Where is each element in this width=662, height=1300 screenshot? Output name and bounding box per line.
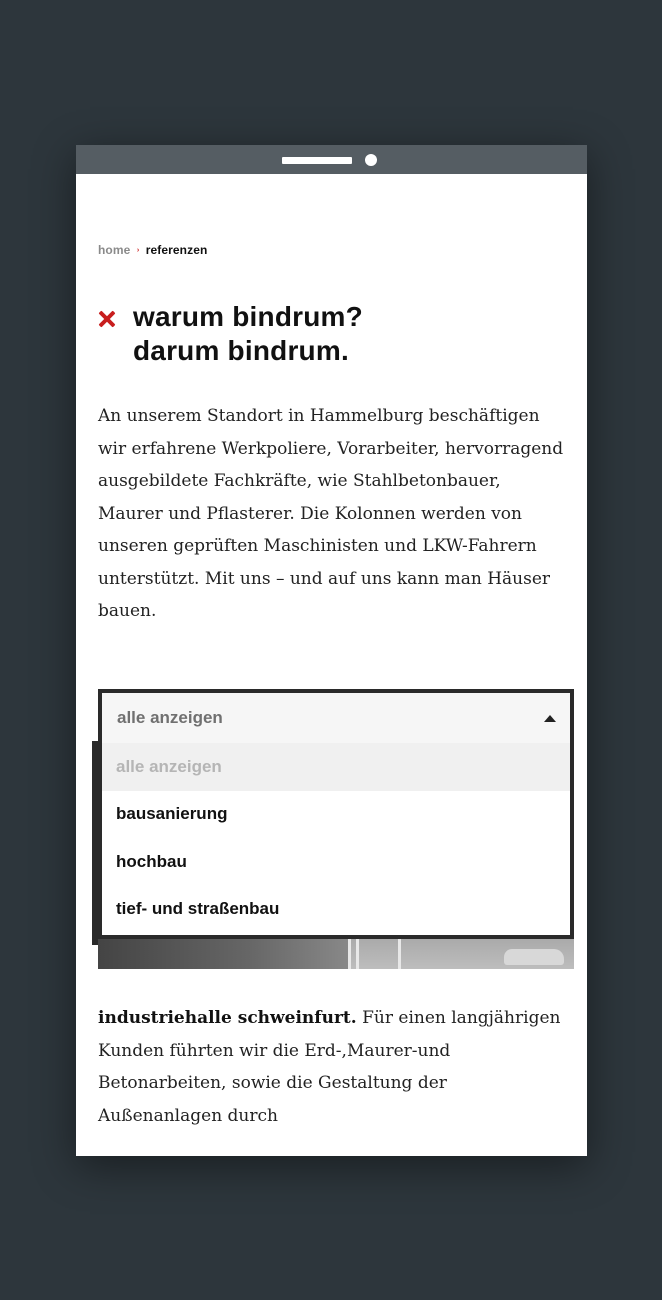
dropdown-option-hochbau[interactable]: hochbau [116, 851, 187, 871]
dropdown-option-tief-und-strassenbau[interactable]: tief- und straßenbau [116, 899, 280, 919]
page-title-line2: darum bindrum. [133, 335, 349, 366]
dropdown-header[interactable] [102, 693, 570, 743]
dropdown-option-alle-anzeigen[interactable]: alle anzeigen [102, 743, 570, 791]
speaker-icon [282, 157, 352, 164]
breadcrumb [98, 243, 207, 257]
page-heading [96, 300, 363, 368]
intro-text: An unserem Standort in Hammelburg beschäftigen wir erfahrene Werkpoliere, Vorarbeiter, hervorragend ausgebildete Fachkräfte, wie Stahlbetonbauer, Maurer und Pflasterer. Die Kolonnen werden von unseren geprüften Maschinisten und LKW-Fahrern unterstützt. Mit uns – und auf uns kann man Häuser bauen. [98, 406, 564, 621]
breadcrumb-separator-icon: › [136, 247, 140, 255]
category-filter-dropdown[interactable] [98, 689, 574, 939]
reference-text: Für einen langjährigen Kunden führten wir die Erd-,Maurer-und Betonarbeiten, sowie die Gestaltung der Außenanlagen durch [98, 1008, 561, 1126]
breadcrumb-current: referenzen [145, 243, 208, 257]
reference-description [98, 1002, 568, 1132]
camera-icon [365, 154, 377, 166]
reference-title[interactable]: industriehalle schweinfurt. [98, 1008, 357, 1028]
x-icon [96, 308, 118, 330]
phone-top-bar [76, 145, 587, 174]
phone-frame [76, 145, 587, 1156]
dropdown-option-bausanierung[interactable]: bausanierung [116, 804, 228, 824]
caret-up-icon[interactable] [544, 715, 556, 722]
page-title-line1: warum bindrum? [133, 301, 363, 332]
breadcrumb-home-link[interactable]: home [98, 243, 131, 257]
dropdown-selected-value: alle anzeigen [117, 708, 223, 727]
page-title [133, 300, 363, 368]
car-shape [504, 949, 564, 965]
